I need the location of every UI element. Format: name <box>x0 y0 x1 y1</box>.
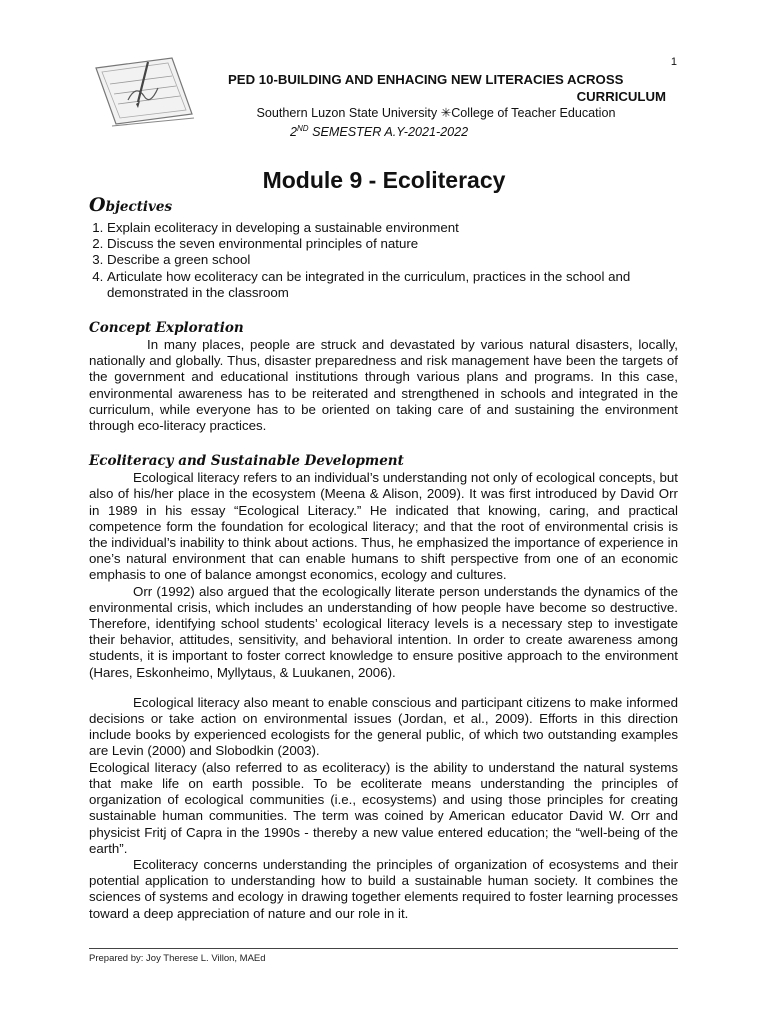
university-name: Southern Luzon State University <box>256 106 438 120</box>
ecoliteracy-heading: Ecoliteracy and Sustainable Development <box>89 453 404 470</box>
page-number: 1 <box>670 56 677 68</box>
objective-item: 3. Describe a green school <box>107 252 678 268</box>
spacer <box>89 301 678 319</box>
institution-line <box>216 105 656 121</box>
module-logo-image <box>88 54 206 128</box>
ecoliteracy-paragraph-2: Orr (1992) also argued that the ecologically literate person understands the dynamics of the environmental crisis, which includes an understanding of how people have become so destructive. Therefore, identifying school students’ ecological literacy levels is a necessary step to investigate their behavior, attitudes, sensitivity, and behavioral intention. In order to create awareness among students, it is important to foster correct knowledge to ensure positive approach to the environment (Hares, Eskonheimo, Myllytaus, & Luukanen, 2006). <box>89 583 678 680</box>
objective-item: 1. Explain ecoliteracy in developing a sustainable environment <box>107 220 678 236</box>
semester-text: SEMESTER A.Y-2021-2022 <box>308 125 469 140</box>
spacer <box>89 434 678 452</box>
footer-prepared-by: Prepared by: Joy Therese L. Villon, MAEd <box>89 953 266 964</box>
objectives-heading-rest: bjectives <box>105 199 173 215</box>
ecoliteracy-paragraph-1: Ecological literacy refers to an individual’s understanding not only of ecological concepts, but also of his/her place in the ecosystem (Meena & Alison, 2009). It was first introduced by David Orr in 1989 in his essay “Ecological Literacy.” He indicated that knowing, caring, and practical competence form the foundation for ecological literacy; and that the root of environmental crisis is the individual’s inability to think about actions. Thus, he emphasized the importance of experience in one’s natural environment that can enable humans to shift perspective from one of an economic emphasis to one of balance amongst economics, ecology and cultures. <box>89 470 678 583</box>
objectives-heading-initial: O <box>89 194 106 216</box>
course-title-line2: CURRICULUM <box>576 89 666 104</box>
module-title: Module 9 - Ecoliteracy <box>262 167 506 193</box>
objective-item: 4. Articulate how ecoliteracy can be integrated in the curriculum, practices in the school and demonstrated in the classroom <box>107 269 678 301</box>
objective-item: 2. Discuss the seven environmental principles of nature <box>107 236 678 252</box>
course-title-line1: PED 10-BUILDING AND ENHACING NEW LITERACIES ACROSS <box>228 72 624 87</box>
concept-exploration-heading: Concept Exploration <box>89 320 244 337</box>
concept-paragraph: In many places, people are struck and devastated by various natural disasters, locally, nationally and globally. Thus, disaster preparedness and risk management have been the targets of the government and educational institutions through various plans and programs. In this case, environmental awareness has to be reiterated and strengthened in schools and integrated in the curriculum, while everyone has to be oriented on taking care of and sustaining the environment through eco-literacy practices. <box>89 337 678 434</box>
ecoliteracy-paragraph-5: Ecoliteracy concerns understanding the principles of organization of ecosystems and their potential application to understanding how to build a sustainable human society. It combines the sciences of systems and ecology in drawing together elements required to foster learning processes toward a deep appreciation of nature and our role in it. <box>89 856 678 921</box>
semester-line <box>290 121 468 140</box>
ecoliteracy-paragraph-3: Ecological literacy also meant to enable conscious and participant citizens to make informed decisions or take action on environmental issues (Jordan, et al., 2009). Efforts in this direction include books by experienced ecologists for the general public, of which two outstanding examples are Levin (2000) and Slobodkin (2003). <box>89 694 678 759</box>
course-title <box>228 71 668 105</box>
college-name: College of Teacher Education <box>451 106 616 120</box>
footer-divider <box>89 948 678 949</box>
objectives-list <box>89 220 678 301</box>
objectives-heading <box>89 196 678 216</box>
semester-number: 2 <box>290 125 298 140</box>
document-body <box>89 196 678 922</box>
separator-star-icon: ✳ <box>440 106 452 120</box>
spacer <box>89 681 678 695</box>
semester-ordinal: ND <box>297 124 309 133</box>
ecoliteracy-paragraph-4: Ecological literacy (also referred to as ecoliteracy) is the ability to understand the natural systems that make life on earth possible. To be ecoliterate means understanding the principles of organization of ecological communities (i.e., ecosystems) and using those principles for creating sustainable human communities. The term was coined by American educator David W. Orr and physicist Fritj of Capra in the 1990s - thereby a new value entered education; the “well-being of the earth”. <box>89 759 678 856</box>
